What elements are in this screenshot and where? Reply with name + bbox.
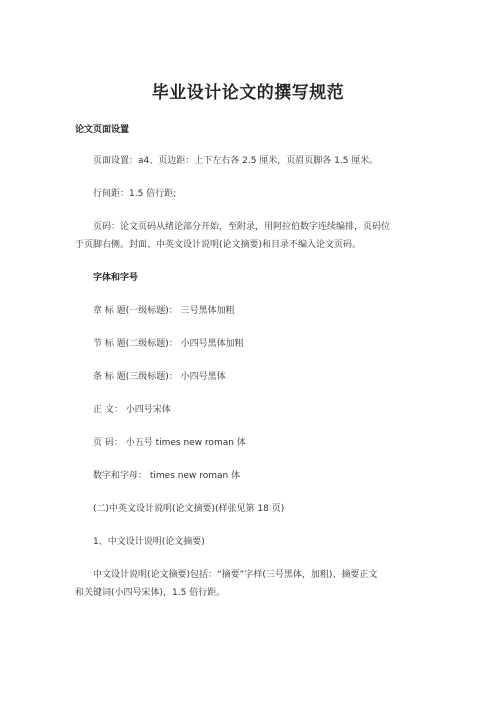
font-spec-chapter-title: 章 标 题(一级标题)： 三号黑体加粗 — [93, 306, 235, 316]
paragraph-page-number-line-2: 于页脚右侧。封面、中英文设计说明(论文摘要)和目录不编入论文页码。 — [75, 240, 362, 250]
font-spec-section-title: 节 标 题(二级标题)： 小四号黑体加粗 — [93, 339, 244, 349]
paragraph-page-number-line-1: 页码：论文页码从绪论部分开始，至附录，用阿拉伯数字连续编排，页码位 — [93, 222, 391, 232]
document-title: 毕业设计论文的撰写规范 — [151, 83, 345, 103]
font-spec-page-number: 页 码： 小五号 times new roman 体 — [93, 438, 246, 448]
font-spec-body-text: 正 文： 小四号宋体 — [93, 405, 171, 415]
paragraph-line-spacing: 行间距：1.5 倍行距; — [93, 189, 177, 199]
font-spec-clause-title: 条 标 题(三级标题)： 小四号黑体 — [93, 372, 226, 382]
section-heading-abstract: (二)中英文设计说明(论文摘要)(样张见第 18 页) — [93, 504, 285, 514]
subheading-chinese-abstract: 1、中文设计说明(论文摘要) — [93, 537, 205, 547]
paragraph-page-settings: 页面设置：a4、页边距：上下左右各 2.5 厘米，页眉页脚各 1.5 厘米。 — [93, 156, 379, 166]
paragraph-abstract-line-1: 中文设计说明(论文摘要)包括：“摘要”字样(三号黑体，加粗)、摘要正文 — [93, 570, 378, 580]
section-heading-page-setup: 论文页面设置 — [75, 125, 130, 135]
section-heading-fonts: 字体和字号 — [93, 273, 139, 283]
font-spec-digits-letters: 数字和字母： times new roman 体 — [93, 471, 241, 481]
paragraph-abstract-line-2: 和关键词(小四号宋体)，1.5 倍行距。 — [75, 588, 226, 598]
